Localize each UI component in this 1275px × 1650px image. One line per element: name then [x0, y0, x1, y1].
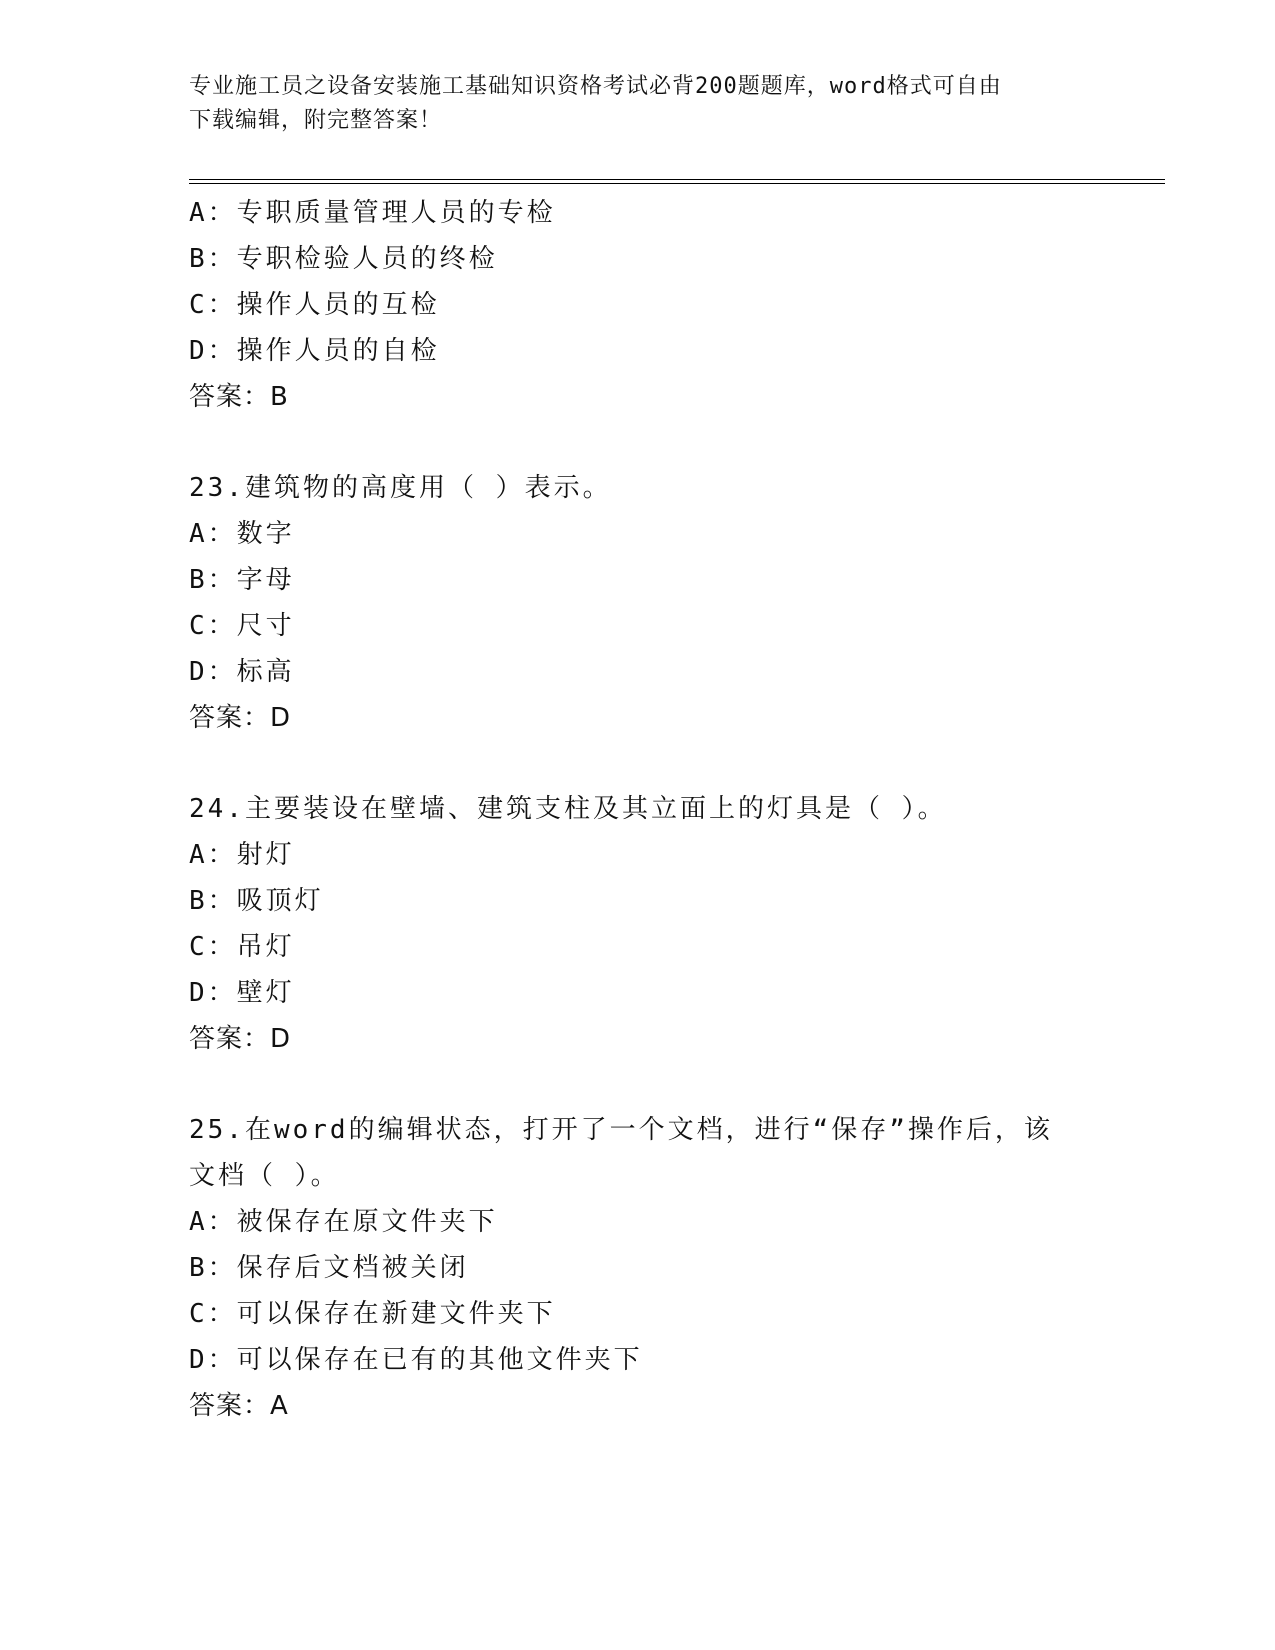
document-header: [189, 70, 1089, 138]
spacer: [189, 1062, 1089, 1107]
option-a: A：数字: [189, 519, 295, 549]
header-divider-bottom: [189, 183, 1165, 184]
question-24: [189, 786, 1089, 1062]
question-25: [189, 1107, 1089, 1429]
spacer: [189, 741, 1089, 786]
option-b: B：专职检验人员的终检: [189, 244, 498, 274]
answer-line: 答案：D: [189, 1024, 292, 1054]
option-d: D：操作人员的自检: [189, 336, 440, 366]
header-line-1: 专业施工员之设备安装施工基础知识资格考试必背200题题库，word格式可自由: [189, 74, 1002, 99]
answer-line: 答案：D: [189, 703, 292, 733]
option-b: B：字母: [189, 565, 295, 595]
answer-line: 答案：A: [189, 1391, 289, 1421]
question-text: 24.主要装设在壁墙、建筑支柱及其立面上的灯具是（ ）。: [189, 794, 947, 824]
header-divider-top: [189, 179, 1165, 180]
option-d: D：可以保存在已有的其他文件夹下: [189, 1345, 643, 1375]
option-c: C：操作人员的互检: [189, 290, 440, 320]
question-22: [189, 190, 1089, 420]
header-line-2: 下载编辑，附完整答案！: [189, 108, 443, 133]
option-a: A：被保存在原文件夹下: [189, 1207, 498, 1237]
question-23: [189, 465, 1089, 741]
option-b: B：保存后文档被关闭: [189, 1253, 469, 1283]
question-text-line-2: 文档（ ）。: [189, 1161, 340, 1191]
option-c: C：可以保存在新建文件夹下: [189, 1299, 556, 1329]
option-c: C：尺寸: [189, 611, 295, 641]
question-text: 23.建筑物的高度用（ ）表示。: [189, 473, 612, 503]
option-c: C：吊灯: [189, 932, 295, 962]
option-a: A：专职质量管理人员的专检: [189, 198, 556, 228]
option-d: D：壁灯: [189, 978, 295, 1008]
option-a: A：射灯: [189, 840, 295, 870]
option-d: D：标高: [189, 657, 295, 687]
spacer: [189, 420, 1089, 465]
question-list: [189, 190, 1089, 1429]
answer-line: 答案：B: [189, 382, 289, 412]
option-b: B：吸顶灯: [189, 886, 324, 916]
question-text-line-1: 25.在word的编辑状态，打开了一个文档，进行“保存”操作后，该: [189, 1115, 1053, 1145]
